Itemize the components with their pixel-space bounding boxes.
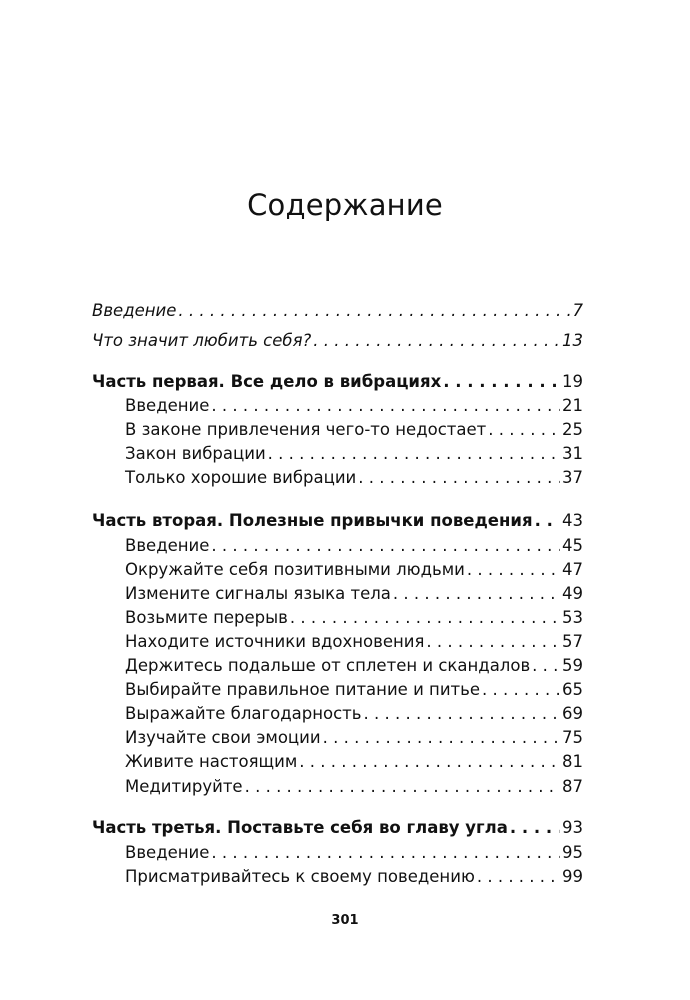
toc-entry-page: 47 xyxy=(562,560,583,579)
toc-entry-intro xyxy=(92,299,583,323)
toc-entry-label: Часть третья. Поставьте себя во главу угла xyxy=(92,818,508,837)
toc-entry-page: 95 xyxy=(562,843,583,862)
dot-leader xyxy=(268,442,560,466)
dot-leader xyxy=(467,558,560,582)
toc-entry-label: Введение xyxy=(125,536,210,555)
toc-entry xyxy=(92,654,583,678)
toc-entry-label: Возьмите перерыв xyxy=(125,608,288,627)
dot-leader xyxy=(290,606,560,630)
toc-entry-page: 93 xyxy=(562,818,583,837)
dot-leader xyxy=(211,534,560,558)
toc-entry xyxy=(92,702,583,726)
dot-leader xyxy=(532,654,560,678)
dot-leader xyxy=(426,630,560,654)
toc-entry-label: Закон вибрации xyxy=(125,444,266,463)
toc-entry xyxy=(92,558,583,582)
toc-entry-label: Находите источники вдохновения xyxy=(125,632,425,651)
toc-entry-label: Измените сигналы языка тела xyxy=(125,584,391,603)
toc-entry-page: 13 xyxy=(562,331,583,350)
toc-entry xyxy=(92,865,583,889)
toc-entry xyxy=(92,394,583,418)
toc-entry-page: 87 xyxy=(562,777,583,796)
toc-part-three xyxy=(92,816,583,840)
toc-entry-label: Введение xyxy=(125,843,210,862)
dot-leader xyxy=(358,466,560,490)
toc-entry xyxy=(92,466,583,490)
toc-entry xyxy=(92,442,583,466)
dot-leader xyxy=(323,726,560,750)
dot-leader xyxy=(482,678,560,702)
toc-entry-page: 43 xyxy=(562,511,583,530)
toc-entry xyxy=(92,775,583,799)
dot-leader xyxy=(313,329,560,353)
toc-entry-label: Только хорошие вибрации xyxy=(125,468,357,487)
dot-leader xyxy=(178,299,570,323)
page-number: 301 xyxy=(331,913,359,928)
toc-entry-page: 99 xyxy=(562,867,583,886)
toc-entry-label: Часть вторая. Полезные привычки поведения xyxy=(92,511,533,530)
toc-part-one xyxy=(92,370,583,394)
toc-entry-label: Присматривайтесь к своему поведению xyxy=(125,867,475,886)
toc-entry-label: Введение xyxy=(125,396,210,415)
toc-entry-label: Живите настоящим xyxy=(125,752,298,771)
toc-entry-page: 65 xyxy=(562,680,583,699)
toc-entry-page: 7 xyxy=(572,301,583,320)
toc-entry xyxy=(92,582,583,606)
toc-entry-page: 25 xyxy=(562,420,583,439)
toc-entry-what-is-self-love xyxy=(92,329,583,353)
dot-leader xyxy=(510,816,560,840)
toc-entry-label: Введение xyxy=(92,301,177,320)
dot-leader xyxy=(443,370,560,394)
toc-entry xyxy=(92,630,583,654)
toc-entry-label: Выбирайте правильное питание и питье xyxy=(125,680,481,699)
toc-entry-label: Что значит любить себя? xyxy=(92,331,312,350)
toc-entry xyxy=(92,418,583,442)
toc-entry-label: Медитируйте xyxy=(125,777,243,796)
dot-leader xyxy=(364,702,560,726)
toc-entry-label: В законе привлечения чего-то недостает xyxy=(125,420,487,439)
page-title: Содержание xyxy=(247,188,443,222)
toc-entry-label: Держитесь подальше от сплетен и скандалов xyxy=(125,656,531,675)
dot-leader xyxy=(477,865,560,889)
toc-entry-page: 45 xyxy=(562,536,583,555)
toc-entry-page: 21 xyxy=(562,396,583,415)
toc-entry-page: 57 xyxy=(562,632,583,651)
toc-entry xyxy=(92,534,583,558)
dot-leader xyxy=(488,418,560,442)
toc-entry-page: 19 xyxy=(562,372,583,391)
toc-entry xyxy=(92,606,583,630)
toc-entry xyxy=(92,841,583,865)
toc-entry-label: Часть первая. Все дело в вибрациях xyxy=(92,372,442,391)
toc-entry-page: 75 xyxy=(562,728,583,747)
toc-entry xyxy=(92,726,583,750)
dot-leader xyxy=(211,394,560,418)
toc-entry-label: Окружайте себя позитивными людьми xyxy=(125,560,465,579)
toc-entry-page: 49 xyxy=(562,584,583,603)
toc-part-two xyxy=(92,509,583,533)
toc-entry-page: 37 xyxy=(562,468,583,487)
toc-entry-page: 81 xyxy=(562,752,583,771)
dot-leader xyxy=(393,582,560,606)
dot-leader xyxy=(245,775,560,799)
table-of-contents xyxy=(92,0,583,1000)
toc-entry-page: 31 xyxy=(562,444,583,463)
dot-leader xyxy=(211,841,560,865)
toc-entry-page: 69 xyxy=(562,704,583,723)
dot-leader xyxy=(299,750,560,774)
toc-entry xyxy=(92,678,583,702)
toc-entry-page: 53 xyxy=(562,608,583,627)
toc-entry-label: Изучайте свои эмоции xyxy=(125,728,321,747)
toc-entry xyxy=(92,750,583,774)
toc-entry-label: Выражайте благодарность xyxy=(125,704,362,723)
toc-entry-page: 59 xyxy=(562,656,583,675)
dot-leader xyxy=(535,509,560,533)
